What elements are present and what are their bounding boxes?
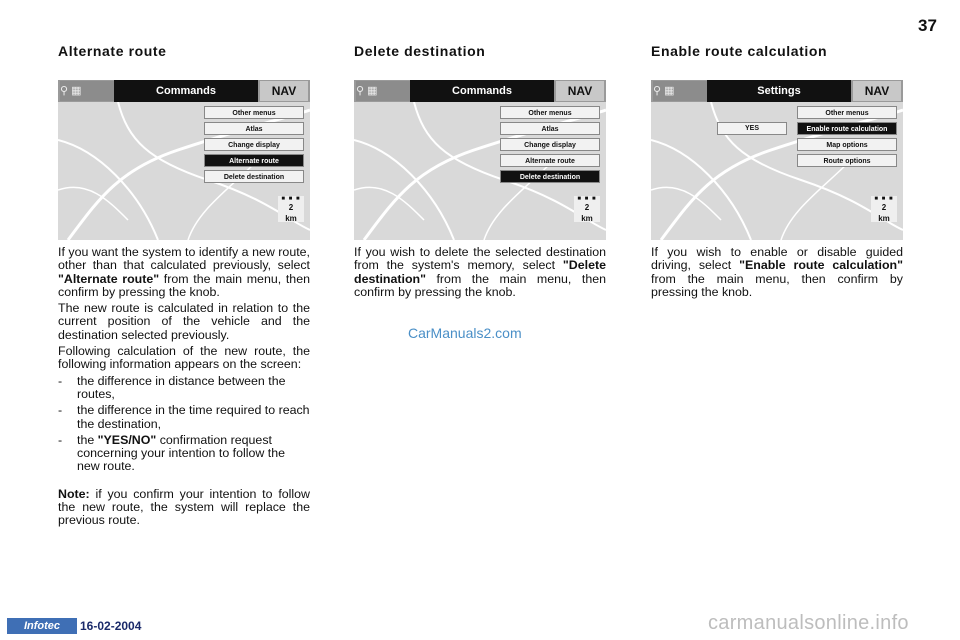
- screen-menu: [204, 106, 304, 186]
- paragraph: If you want the system to identify a new route, other than that calculated previously, select "Alternate route" from the main menu, then confirm by pressing the knob.: [58, 245, 310, 299]
- menu-item-atlas[interactable]: Atlas: [500, 122, 600, 135]
- scale-value: 2: [288, 203, 294, 212]
- scale-value: 2: [881, 203, 887, 212]
- section-title-delete-destination: Delete destination: [354, 43, 486, 59]
- paragraph: Following calculation of the new route, the following information appears on the screen:: [58, 344, 310, 372]
- scale-value: 2: [584, 203, 590, 212]
- menu-item-map-options[interactable]: Map options: [797, 138, 897, 151]
- screen-header: [354, 80, 606, 102]
- menu-item-alternate-route[interactable]: Alternate route: [500, 154, 600, 167]
- menu-item-other-menus[interactable]: Other menus: [204, 106, 304, 119]
- paragraph: If you wish to delete the selected destination from the system's memory, select "Delete destination" from the main menu, then confirm by pressing the knob.: [354, 245, 606, 299]
- scale-ruler-icon: ■ ■ ■: [874, 196, 894, 202]
- nav-label: NAV: [556, 81, 604, 101]
- nav-screen-enable-route-calculation: [651, 80, 903, 240]
- scale-ruler-icon: ■ ■ ■: [577, 196, 597, 202]
- nav-screen-alternate-route: [58, 80, 310, 240]
- section-body-delete-destination: [354, 246, 606, 302]
- infotec-logo: Infotec: [7, 618, 77, 634]
- menu-item-route-options[interactable]: Route options: [797, 154, 897, 167]
- section-body-enable-route-calculation: [651, 246, 903, 302]
- map-scale: [278, 196, 304, 222]
- status-icons: ⚲ ▦: [356, 81, 410, 101]
- screen-menu: [500, 106, 600, 186]
- screen-title: Settings: [707, 80, 851, 102]
- scale-unit: km: [285, 214, 297, 223]
- section-title-enable-route-calculation: Enable route calculation: [651, 43, 828, 59]
- section-title-alternate-route: Alternate route: [58, 43, 167, 59]
- section-body-alternate-route: [58, 246, 310, 531]
- menu-item-other-menus[interactable]: Other menus: [500, 106, 600, 119]
- list-item: - the "YES/NO" confirmation request concerning your intention to follow the new route.: [58, 432, 286, 474]
- screen-header: [58, 80, 310, 102]
- menu-item-other-menus[interactable]: Other menus: [797, 106, 897, 119]
- map-scale: [871, 196, 897, 222]
- yes-option[interactable]: YES: [717, 122, 787, 135]
- list-item: - the difference in the time required to reach the destination,: [58, 403, 310, 431]
- page-number: 37: [918, 16, 937, 35]
- scale-unit: km: [581, 214, 593, 223]
- status-icons: ⚲ ▦: [653, 81, 707, 101]
- scale-ruler-icon: ■ ■ ■: [281, 196, 301, 202]
- menu-item-change-display[interactable]: Change display: [204, 138, 304, 151]
- map-scale: [574, 196, 600, 222]
- menu-item-delete-destination[interactable]: Delete destination: [204, 170, 304, 183]
- status-icons: ⚲ ▦: [60, 81, 114, 101]
- screen-menu: [797, 106, 897, 170]
- menu-item-change-display[interactable]: Change display: [500, 138, 600, 151]
- note: Note: if you confirm your intention to follow the new route, the system will replace the previous route.: [58, 486, 310, 528]
- watermark-text: CarManuals2.com: [408, 325, 522, 341]
- list-item: - the difference in distance between the routes,: [58, 373, 286, 401]
- scale-unit: km: [878, 214, 890, 223]
- screen-title: Commands: [114, 80, 258, 102]
- menu-item-delete-destination[interactable]: Delete destination: [500, 170, 600, 183]
- paragraph: The new route is calculated in relation to the current position of the vehicle and the destination selected previously.: [58, 301, 310, 342]
- footer-date: 16-02-2004: [80, 619, 142, 633]
- menu-item-enable-route-calculation[interactable]: Enable route calculation: [797, 122, 897, 135]
- nav-label: NAV: [260, 81, 308, 101]
- footer-site-watermark: carmanualsonline.info: [708, 612, 909, 634]
- menu-item-atlas[interactable]: Atlas: [204, 122, 304, 135]
- nav-screen-delete-destination: [354, 80, 606, 240]
- nav-label: NAV: [853, 81, 901, 101]
- menu-item-alternate-route[interactable]: Alternate route: [204, 154, 304, 167]
- screen-header: [651, 80, 903, 102]
- screen-title: Commands: [410, 80, 554, 102]
- paragraph: If you wish to enable or disable guided driving, select "Enable route calculation" from the main menu, then confirm by pressing the knob.: [651, 245, 904, 299]
